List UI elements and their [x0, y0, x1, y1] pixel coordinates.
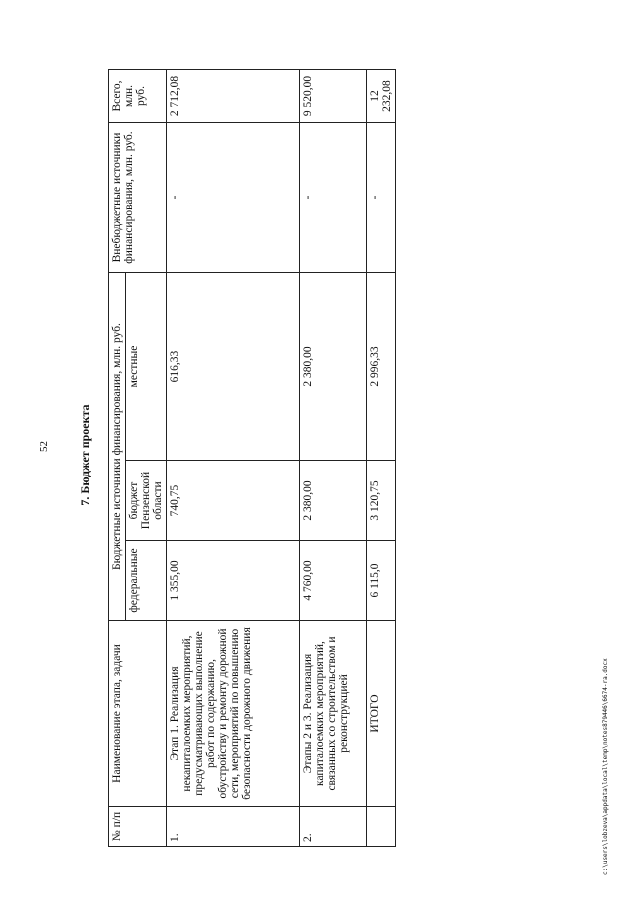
total-federal: 6 115,0: [367, 541, 396, 621]
header-local: местные: [126, 273, 167, 461]
header-total: Всего, млн. руб.: [109, 70, 167, 123]
row-federal: 1 355,00: [167, 541, 300, 621]
row-extra: -: [167, 123, 300, 273]
header-budget-group: Бюджетные источники финансирования, млн. руб.: [109, 273, 126, 621]
table-row: [300, 70, 367, 847]
header-regional: бюджет Пензенской области: [126, 461, 167, 541]
row-regional: 2 380,00: [300, 461, 367, 541]
header-extra: Внебюджетные источники финансирования, млн. руб.: [109, 123, 167, 273]
total-total: 12 232,08: [367, 70, 396, 123]
total-extra: -: [367, 123, 396, 273]
row-name: Этапы 2 и 3. Реализация капиталоемких мероприятий, связанных со строительством и реконструкцией: [300, 621, 367, 807]
row-regional: 740,75: [167, 461, 300, 541]
total-local: 2 996,33: [367, 273, 396, 461]
row-total: 9 520,00: [300, 70, 367, 123]
header-row: [109, 70, 126, 847]
row-local: 616,33: [167, 273, 300, 461]
table-row: [167, 70, 300, 847]
page-title: 7. Бюджет проекта: [78, 404, 92, 506]
budget-table-wrapper: [108, 69, 396, 847]
row-local: 2 380,00: [300, 273, 367, 461]
total-num: [367, 807, 396, 847]
total-label: ИТОГО: [367, 621, 396, 807]
header-num: № п/п: [109, 807, 167, 847]
budget-table: [108, 69, 396, 847]
row-federal: 4 760,00: [300, 541, 367, 621]
row-total: 2 712,08: [167, 70, 300, 123]
total-regional: 3 120,75: [367, 461, 396, 541]
row-name: Этап 1. Реализация некапиталоемких мероприятий, предусматривающих выполнение работ по содержанию, обустройству и ремонту дорожной сети, мероприятий по повышению безопасности дорожного движения: [167, 621, 300, 807]
header-name: Наименование этапа, задачи: [109, 621, 167, 807]
header-federal: федеральные: [126, 541, 167, 621]
footer-file-path: c:\users\lobzeva\appdata\local\temp\notes879446\6674-ra.docx: [602, 658, 609, 875]
row-num: 2.: [300, 807, 367, 847]
row-num: 1.: [167, 807, 300, 847]
row-extra: -: [300, 123, 367, 273]
total-row: [367, 70, 396, 847]
page-number: 52: [38, 441, 50, 452]
